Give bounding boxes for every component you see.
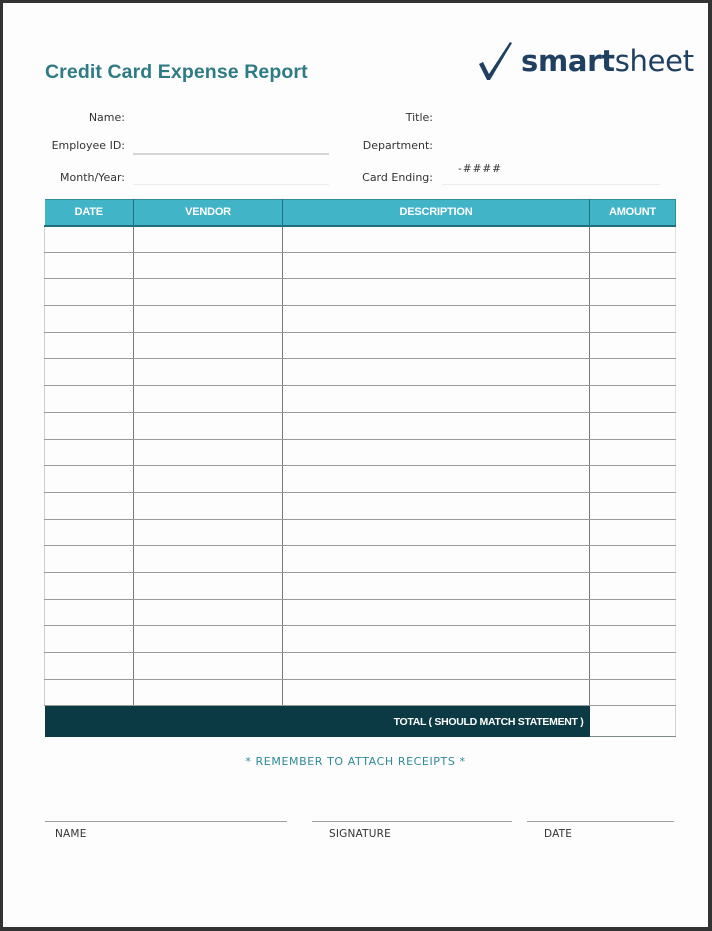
date-cell[interactable] <box>45 572 134 599</box>
total-label: TOTAL ( SHOULD MATCH STATEMENT ) <box>45 706 590 737</box>
amount-cell[interactable] <box>590 226 676 253</box>
date-cell[interactable] <box>45 626 134 653</box>
total-amount-cell[interactable] <box>590 706 676 737</box>
vendor-cell[interactable] <box>134 572 283 599</box>
table-row <box>45 466 676 493</box>
smartsheet-logo <box>477 39 694 83</box>
name-label: Name: <box>88 111 125 124</box>
amount-cell[interactable] <box>590 546 676 573</box>
description-cell[interactable] <box>283 279 590 306</box>
table-row <box>45 359 676 386</box>
attach-receipts-reminder: * REMEMBER TO ATTACH RECEIPTS * <box>245 755 466 768</box>
brand-name-bold: smart <box>521 43 615 78</box>
month-year-field[interactable] <box>133 184 329 185</box>
name-signature-line[interactable] <box>45 821 287 822</box>
vendor-cell[interactable] <box>134 359 283 386</box>
employee-id-field[interactable] <box>133 153 329 155</box>
amount-cell[interactable] <box>590 599 676 626</box>
name-field[interactable] <box>133 127 329 128</box>
date-cell[interactable] <box>45 492 134 519</box>
amount-cell[interactable] <box>590 572 676 599</box>
table-row <box>45 492 676 519</box>
vendor-cell[interactable] <box>134 599 283 626</box>
date-cell[interactable] <box>45 546 134 573</box>
table-row <box>45 572 676 599</box>
vendor-cell[interactable] <box>134 439 283 466</box>
column-header-date: DATE <box>45 200 134 226</box>
page-title: Credit Card Expense Report <box>45 61 308 83</box>
description-cell[interactable] <box>283 626 590 653</box>
description-cell[interactable] <box>283 653 590 680</box>
vendor-cell[interactable] <box>134 386 283 413</box>
card-ending-field[interactable] <box>442 184 660 185</box>
vendor-cell[interactable] <box>134 546 283 573</box>
date-cell[interactable] <box>45 599 134 626</box>
vendor-cell[interactable] <box>134 332 283 359</box>
brand-name-normal: sheet <box>614 43 694 78</box>
brand-name <box>521 43 694 78</box>
expense-table <box>44 199 676 737</box>
department-field[interactable] <box>442 153 660 154</box>
amount-cell[interactable] <box>590 466 676 493</box>
amount-cell[interactable] <box>590 412 676 439</box>
checkmark-icon <box>477 40 513 82</box>
employee-id-label: Employee ID: <box>51 139 125 152</box>
vendor-cell[interactable] <box>134 679 283 706</box>
table-row <box>45 306 676 333</box>
signature-line[interactable] <box>312 821 512 822</box>
date-cell[interactable] <box>45 653 134 680</box>
description-cell[interactable] <box>283 412 590 439</box>
table-row <box>45 279 676 306</box>
table-row <box>45 439 676 466</box>
table-row <box>45 653 676 680</box>
date-cell[interactable] <box>45 252 134 279</box>
amount-cell[interactable] <box>590 653 676 680</box>
amount-cell[interactable] <box>590 359 676 386</box>
date-cell[interactable] <box>45 332 134 359</box>
date-cell[interactable] <box>45 306 134 333</box>
amount-cell[interactable] <box>590 626 676 653</box>
amount-cell[interactable] <box>590 306 676 333</box>
vendor-cell[interactable] <box>134 653 283 680</box>
description-cell[interactable] <box>283 492 590 519</box>
column-header-description: DESCRIPTION <box>283 200 590 226</box>
card-ending-value[interactable]: -#### <box>458 163 502 175</box>
date-cell[interactable] <box>45 519 134 546</box>
date-signature-label: DATE <box>544 828 573 840</box>
date-signature-line[interactable] <box>527 821 674 822</box>
title-label: Title: <box>405 111 433 124</box>
vendor-cell[interactable] <box>134 412 283 439</box>
date-cell[interactable] <box>45 226 134 253</box>
description-cell[interactable] <box>283 306 590 333</box>
date-cell[interactable] <box>45 466 134 493</box>
description-cell[interactable] <box>283 386 590 413</box>
vendor-cell[interactable] <box>134 519 283 546</box>
date-cell[interactable] <box>45 386 134 413</box>
description-cell[interactable] <box>283 546 590 573</box>
title-field[interactable] <box>442 127 660 128</box>
document-page <box>3 3 708 927</box>
amount-cell[interactable] <box>590 386 676 413</box>
description-cell[interactable] <box>283 252 590 279</box>
vendor-cell[interactable] <box>134 626 283 653</box>
description-cell[interactable] <box>283 572 590 599</box>
vendor-cell[interactable] <box>134 306 283 333</box>
table-row <box>45 386 676 413</box>
table-row <box>45 252 676 279</box>
vendor-cell[interactable] <box>134 226 283 253</box>
description-cell[interactable] <box>283 466 590 493</box>
vendor-cell[interactable] <box>134 252 283 279</box>
vendor-cell[interactable] <box>134 466 283 493</box>
table-row <box>45 519 676 546</box>
department-label: Department: <box>362 139 433 152</box>
description-cell[interactable] <box>283 332 590 359</box>
amount-cell[interactable] <box>590 492 676 519</box>
description-cell[interactable] <box>283 439 590 466</box>
description-cell[interactable] <box>283 519 590 546</box>
date-cell[interactable] <box>45 359 134 386</box>
description-cell[interactable] <box>283 599 590 626</box>
month-year-label: Month/Year: <box>60 171 125 184</box>
card-ending-label: Card Ending: <box>362 171 433 184</box>
amount-cell[interactable] <box>590 252 676 279</box>
table-row <box>45 546 676 573</box>
description-cell[interactable] <box>283 679 590 706</box>
date-cell[interactable] <box>45 279 134 306</box>
description-cell[interactable] <box>283 226 590 253</box>
amount-cell[interactable] <box>590 439 676 466</box>
table-row <box>45 226 676 253</box>
amount-cell[interactable] <box>590 279 676 306</box>
date-cell[interactable] <box>45 439 134 466</box>
total-row <box>45 706 676 737</box>
column-header-amount: AMOUNT <box>590 200 676 226</box>
date-cell[interactable] <box>45 679 134 706</box>
signature-label: SIGNATURE <box>329 828 391 840</box>
table-header-row <box>45 200 676 226</box>
table-row <box>45 679 676 706</box>
column-header-vendor: VENDOR <box>134 200 283 226</box>
table-row <box>45 626 676 653</box>
name-signature-label: NAME <box>55 828 87 840</box>
vendor-cell[interactable] <box>134 492 283 519</box>
table-row <box>45 412 676 439</box>
vendor-cell[interactable] <box>134 279 283 306</box>
amount-cell[interactable] <box>590 519 676 546</box>
description-cell[interactable] <box>283 359 590 386</box>
amount-cell[interactable] <box>590 679 676 706</box>
table-row <box>45 332 676 359</box>
date-cell[interactable] <box>45 412 134 439</box>
amount-cell[interactable] <box>590 332 676 359</box>
table-row <box>45 599 676 626</box>
